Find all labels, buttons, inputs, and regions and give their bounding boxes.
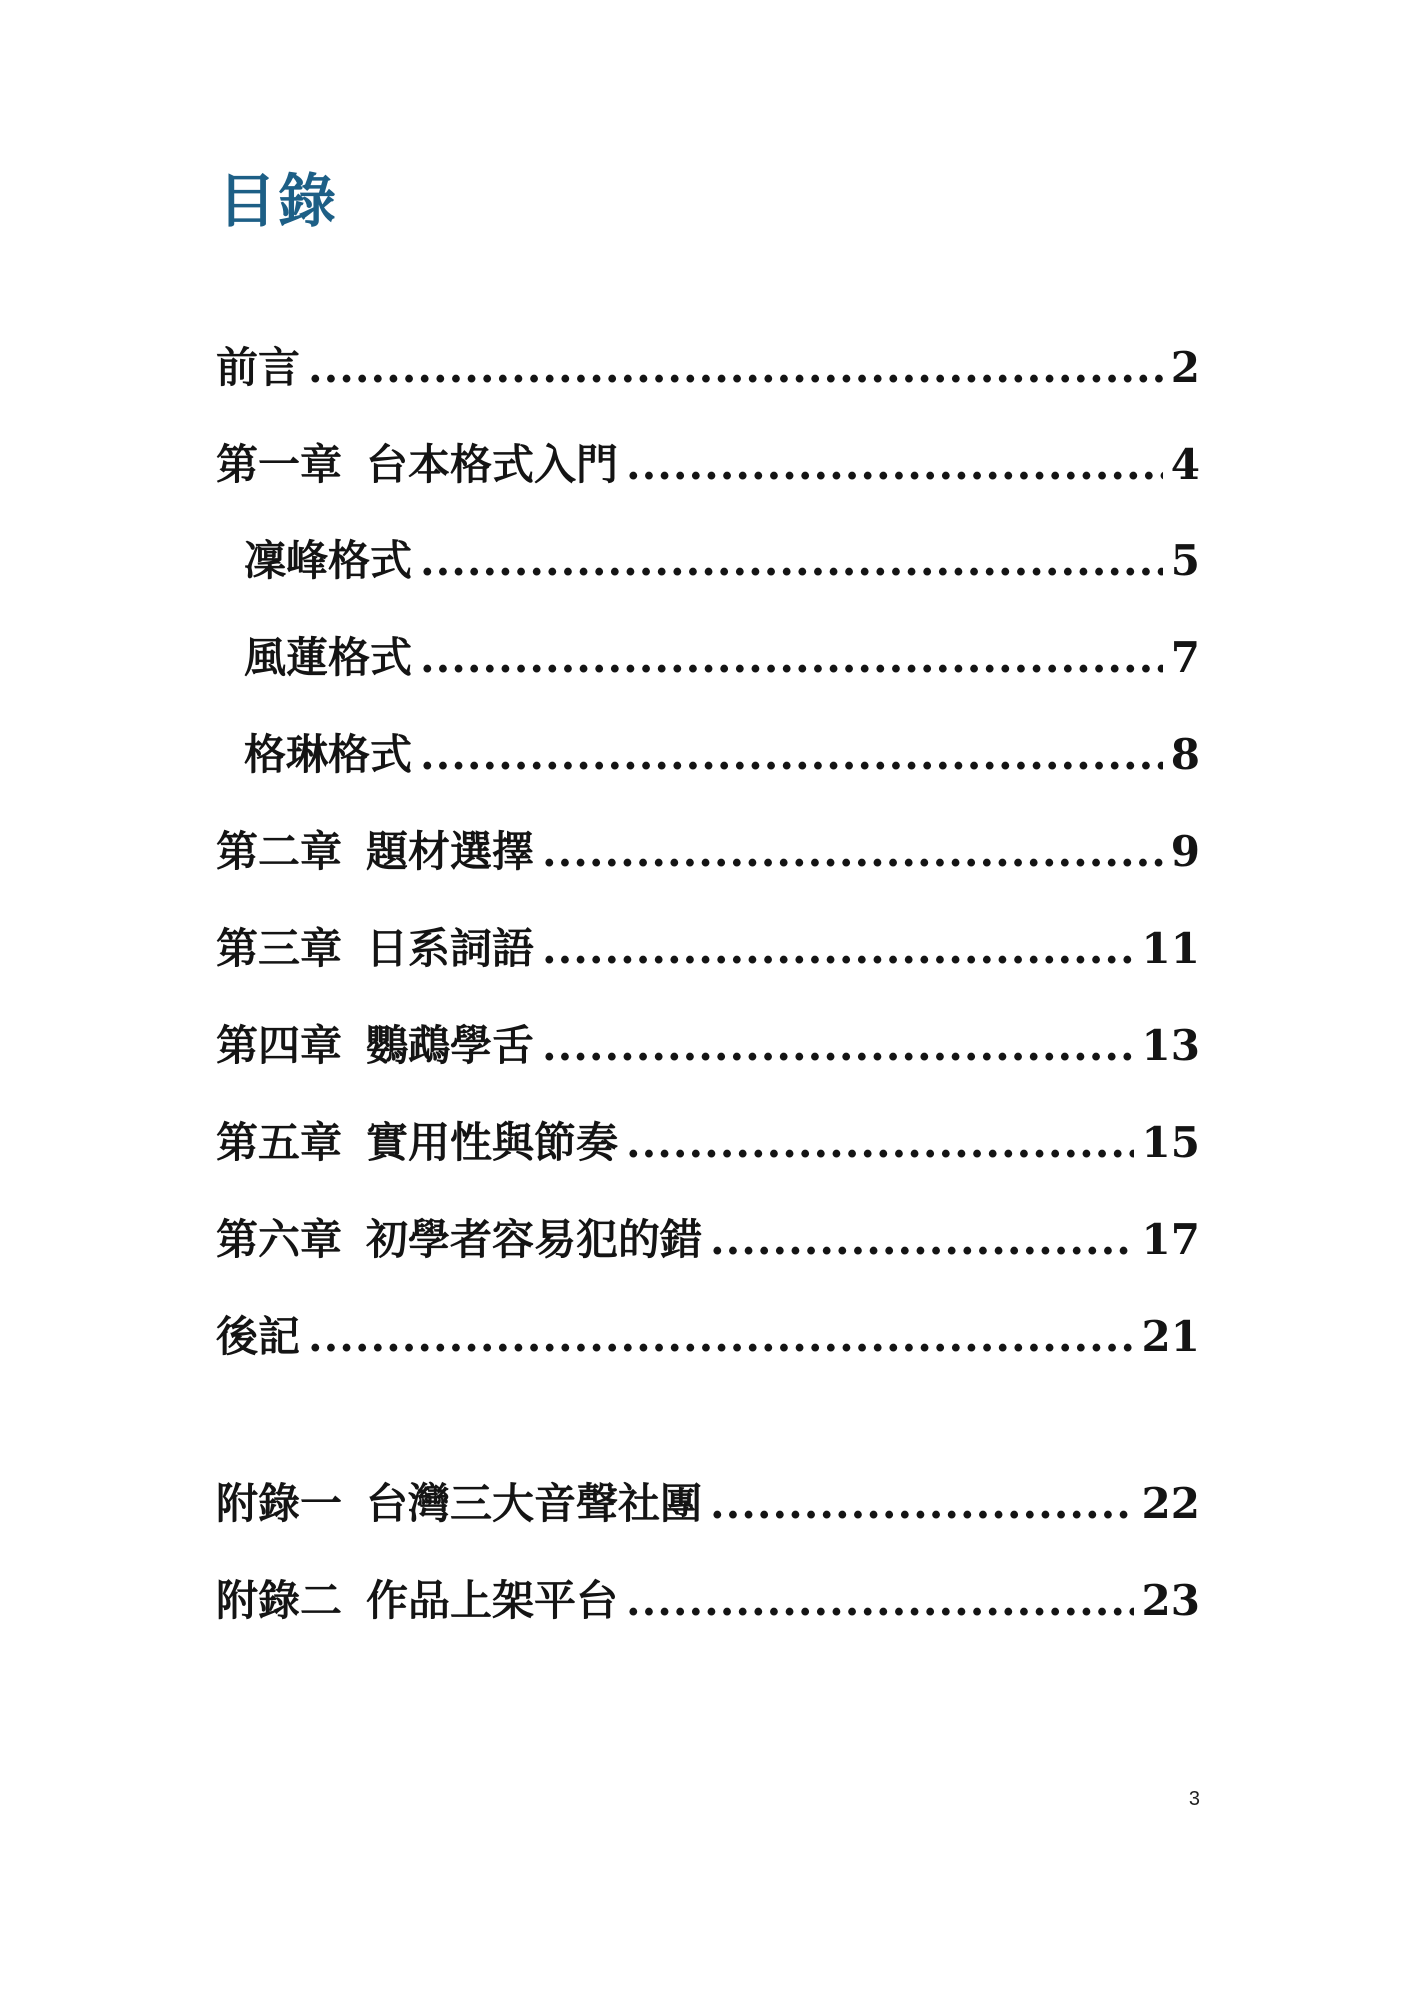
- toc-entry-label: [216, 1115, 618, 1171]
- dot-leader: [308, 1309, 1134, 1365]
- toc-entry-title: 鸚鵡學舌: [366, 1021, 535, 1070]
- toc-entry-label: 風蓮格式: [244, 633, 413, 682]
- toc-entry-label: 凜峰格式: [244, 536, 413, 585]
- dot-leader: [420, 533, 1163, 589]
- toc-entry-chapter: 附錄一: [216, 1479, 343, 1528]
- toc-entry-page: 23: [1141, 1576, 1200, 1625]
- toc-entry-page: 4: [1170, 440, 1200, 489]
- toc-entry-chapter-5[interactable]: [216, 1115, 1200, 1171]
- toc-entry-chapter-6[interactable]: [216, 1212, 1200, 1268]
- toc-entry-label: [216, 1573, 618, 1629]
- toc-entry-title: 台本格式入門: [366, 440, 619, 489]
- dot-leader: [308, 340, 1163, 396]
- toc-entry-page: 17: [1141, 1215, 1200, 1264]
- toc-entry-label: [216, 824, 534, 880]
- dot-leader: [420, 727, 1163, 783]
- toc-entry-title: 台灣三大音聲社團: [366, 1479, 703, 1528]
- toc-entry-chapter-3[interactable]: [216, 921, 1200, 977]
- toc-entry-label: 格琳格式: [244, 730, 413, 779]
- toc-entry-page: 13: [1141, 1021, 1200, 1070]
- dot-leader: [542, 921, 1134, 977]
- dot-leader: [626, 437, 1163, 493]
- toc-entry-label: [216, 1212, 702, 1268]
- toc-entry-chapter-1[interactable]: [216, 437, 1200, 493]
- toc-entry-section-linfeng[interactable]: [244, 533, 1200, 589]
- toc-entry-page: 22: [1141, 1479, 1200, 1528]
- dot-leader: [542, 824, 1163, 880]
- toc-entry-label: 前言: [216, 343, 301, 392]
- toc-entry-chapter: 第六章: [216, 1215, 343, 1264]
- dot-leader: [710, 1476, 1134, 1532]
- toc-entry-chapter: 附錄二: [216, 1576, 343, 1625]
- toc-entry-title: 初學者容易犯的錯: [366, 1215, 703, 1264]
- toc-entry-chapter: 第一章: [216, 440, 343, 489]
- toc-entry-afterword[interactable]: [216, 1309, 1200, 1365]
- toc-entry-label: [216, 1018, 534, 1074]
- toc-entry-section-gelin[interactable]: [244, 727, 1200, 783]
- toc-entry-title: 日系詞語: [366, 924, 535, 973]
- toc-entry-page: 15: [1141, 1118, 1200, 1167]
- page-number: 3: [1188, 1788, 1200, 1810]
- toc-entry-page: 9: [1170, 827, 1200, 876]
- toc-entry-appendix-2[interactable]: [216, 1573, 1200, 1629]
- toc-entry-label: [216, 1476, 702, 1532]
- dot-leader: [420, 630, 1163, 686]
- toc-entry-page: 11: [1141, 924, 1200, 973]
- toc-entry-page: 2: [1170, 343, 1200, 392]
- toc-entry-section-fenglian[interactable]: [244, 630, 1200, 686]
- toc-entry-chapter: 第四章: [216, 1021, 343, 1070]
- toc-entry-label: 後記: [216, 1312, 301, 1361]
- dot-leader: [710, 1212, 1134, 1268]
- toc-entry-title: 題材選擇: [366, 827, 535, 876]
- toc-entry-page: 7: [1170, 633, 1200, 682]
- toc-entry-chapter: 第五章: [216, 1118, 343, 1167]
- toc-entry-chapter: 第三章: [216, 924, 343, 973]
- toc-entry-title: 實用性與節奏: [366, 1118, 619, 1167]
- toc-entry-chapter-2[interactable]: [216, 824, 1200, 880]
- toc-entry-chapter: 第二章: [216, 827, 343, 876]
- toc-entry-title: 作品上架平台: [366, 1576, 619, 1625]
- dot-leader: [626, 1573, 1134, 1629]
- toc-entry-page: 5: [1170, 536, 1200, 585]
- toc-entry-preface[interactable]: [216, 340, 1200, 396]
- toc-entry-label: [216, 437, 618, 493]
- toc-entry-page: 8: [1170, 730, 1200, 779]
- toc-entry-page: 21: [1141, 1312, 1200, 1361]
- dot-leader: [542, 1018, 1134, 1074]
- toc-entry-label: [216, 921, 534, 977]
- page-title: 目錄: [218, 167, 339, 235]
- toc-entry-appendix-1[interactable]: [216, 1476, 1200, 1532]
- toc-entry-chapter-4[interactable]: [216, 1018, 1200, 1074]
- dot-leader: [626, 1115, 1134, 1171]
